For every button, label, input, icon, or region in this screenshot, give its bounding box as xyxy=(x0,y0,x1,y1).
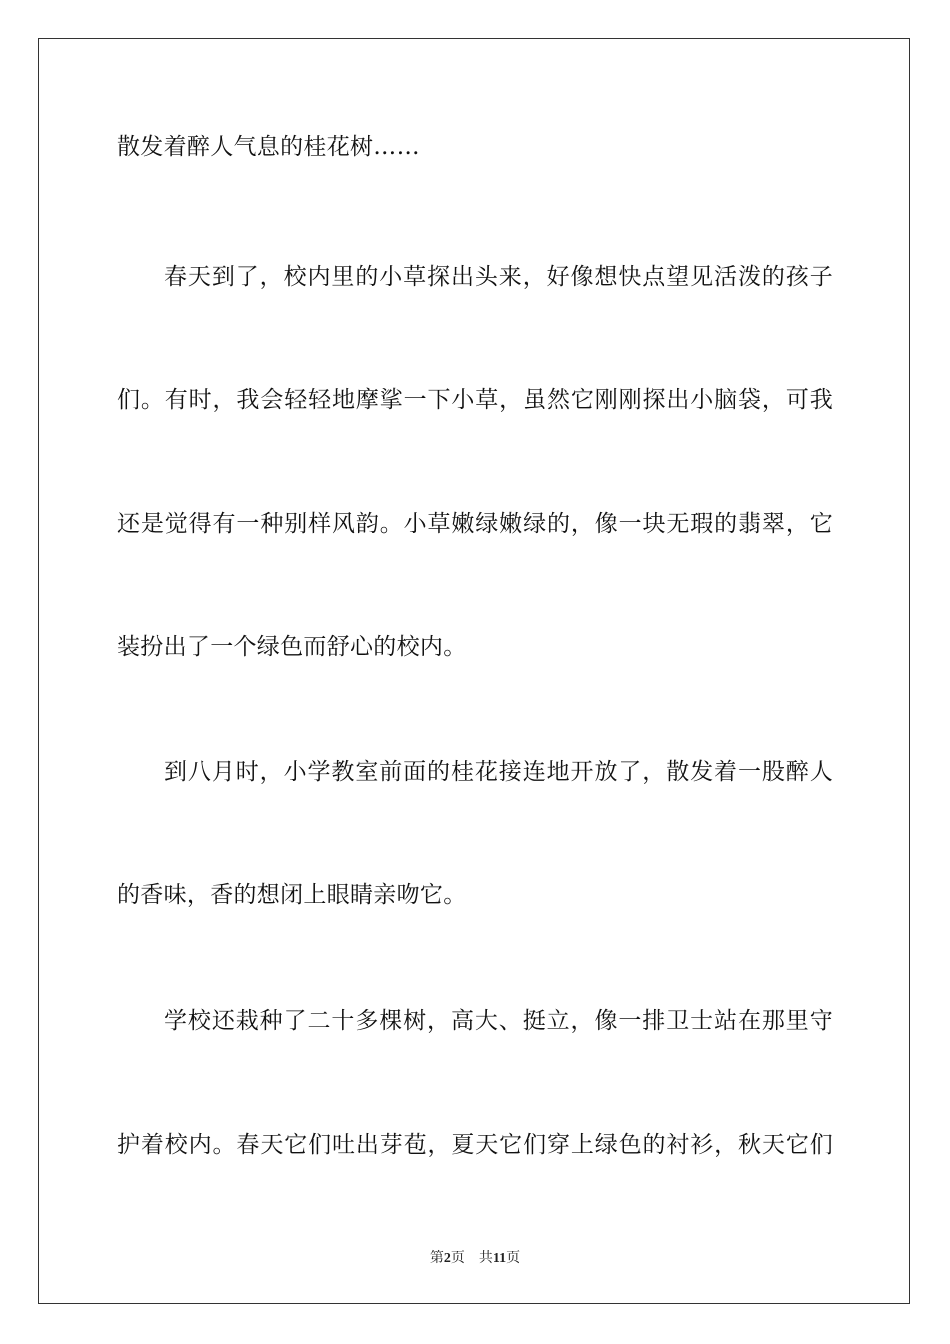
footer-total-suffix: 页 xyxy=(506,1251,521,1266)
paragraph-1-line-4: 装扮出了一个绿色而舒心的校内。 xyxy=(117,634,467,660)
paragraph-3-line-2: 护着校内。春天它们吐出芽苞，夏天它们穿上绿色的衬衫，秋天它们 xyxy=(117,1132,833,1158)
footer-page-suffix: 页 xyxy=(450,1251,465,1266)
paragraph-2-line-1: 到八月时，小学教室前面的桂花接连地开放了，散发着一股醉人 xyxy=(164,759,833,785)
footer-total-prefix: 共 xyxy=(478,1251,493,1266)
paragraph-3-line-1: 学校还栽种了二十多棵树，高大、挺立，像一排卫士站在那里守 xyxy=(164,1008,833,1034)
text-line-1: 散发着醉人气息的桂花树…… xyxy=(117,134,420,160)
page-footer xyxy=(0,1247,950,1267)
paragraph-1-line-3: 还是觉得有一种别样风韵。小草嫩绿嫩绿的，像一块无瑕的翡翠，它 xyxy=(117,511,833,537)
footer-total-pages: 11 xyxy=(492,1251,507,1266)
paragraph-1-line-2: 们。有时，我会轻轻地摩挲一下小草，虽然它刚刚探出小脑袋，可我 xyxy=(117,387,833,413)
footer-page-prefix: 第 xyxy=(429,1251,444,1266)
page-border xyxy=(38,38,910,1304)
paragraph-1-line-1: 春天到了，校内里的小草探出头来，好像想快点望见活泼的孩子 xyxy=(164,264,833,290)
paragraph-2-line-2: 的香味，香的想闭上眼睛亲吻它。 xyxy=(117,882,467,908)
footer-page-number: 2 xyxy=(443,1251,451,1266)
